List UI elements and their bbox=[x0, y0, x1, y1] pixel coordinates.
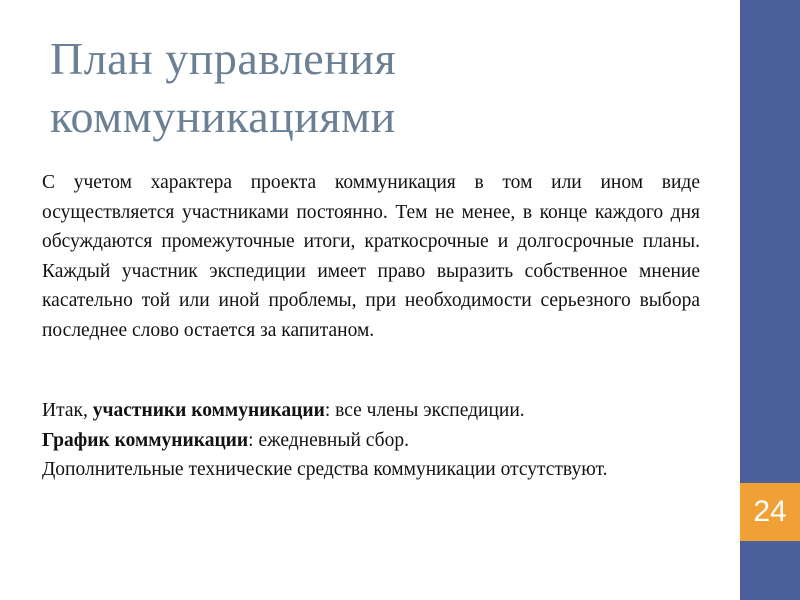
slide-title-line-2: коммуникациями bbox=[50, 91, 396, 142]
schedule-line bbox=[42, 426, 700, 456]
schedule-value: : ежедневный сбор. bbox=[248, 429, 409, 451]
slide-body-paragraph: С учетом характера проекта коммуникация в том или ином виде осуществляется участниками постоянно. Тем не менее, в конце каждого дня обсуждаются промежуточные итоги, краткосрочные и долгосрочные планы. Каждый участник экспедиции имеет право выразить собственное мнение касательно той или иной проблемы, при необходимости серьезного выбора последнее слово остается за капитаном. bbox=[42, 172, 700, 341]
participants-label: участники коммуникации bbox=[92, 400, 325, 421]
slide-title-line-1: План управления bbox=[50, 33, 397, 84]
slide-summary bbox=[42, 396, 700, 485]
tools-line: Дополнительные технические средства коммуникации отсутствуют. bbox=[42, 459, 608, 480]
schedule-label: График коммуникации bbox=[42, 429, 249, 451]
slide-title bbox=[50, 30, 710, 146]
participants-prefix: Итак, bbox=[42, 400, 93, 421]
participants-line bbox=[42, 396, 700, 426]
participants-value: : все члены экспедиции. bbox=[324, 400, 525, 421]
page-number-badge: 24 bbox=[740, 483, 800, 541]
